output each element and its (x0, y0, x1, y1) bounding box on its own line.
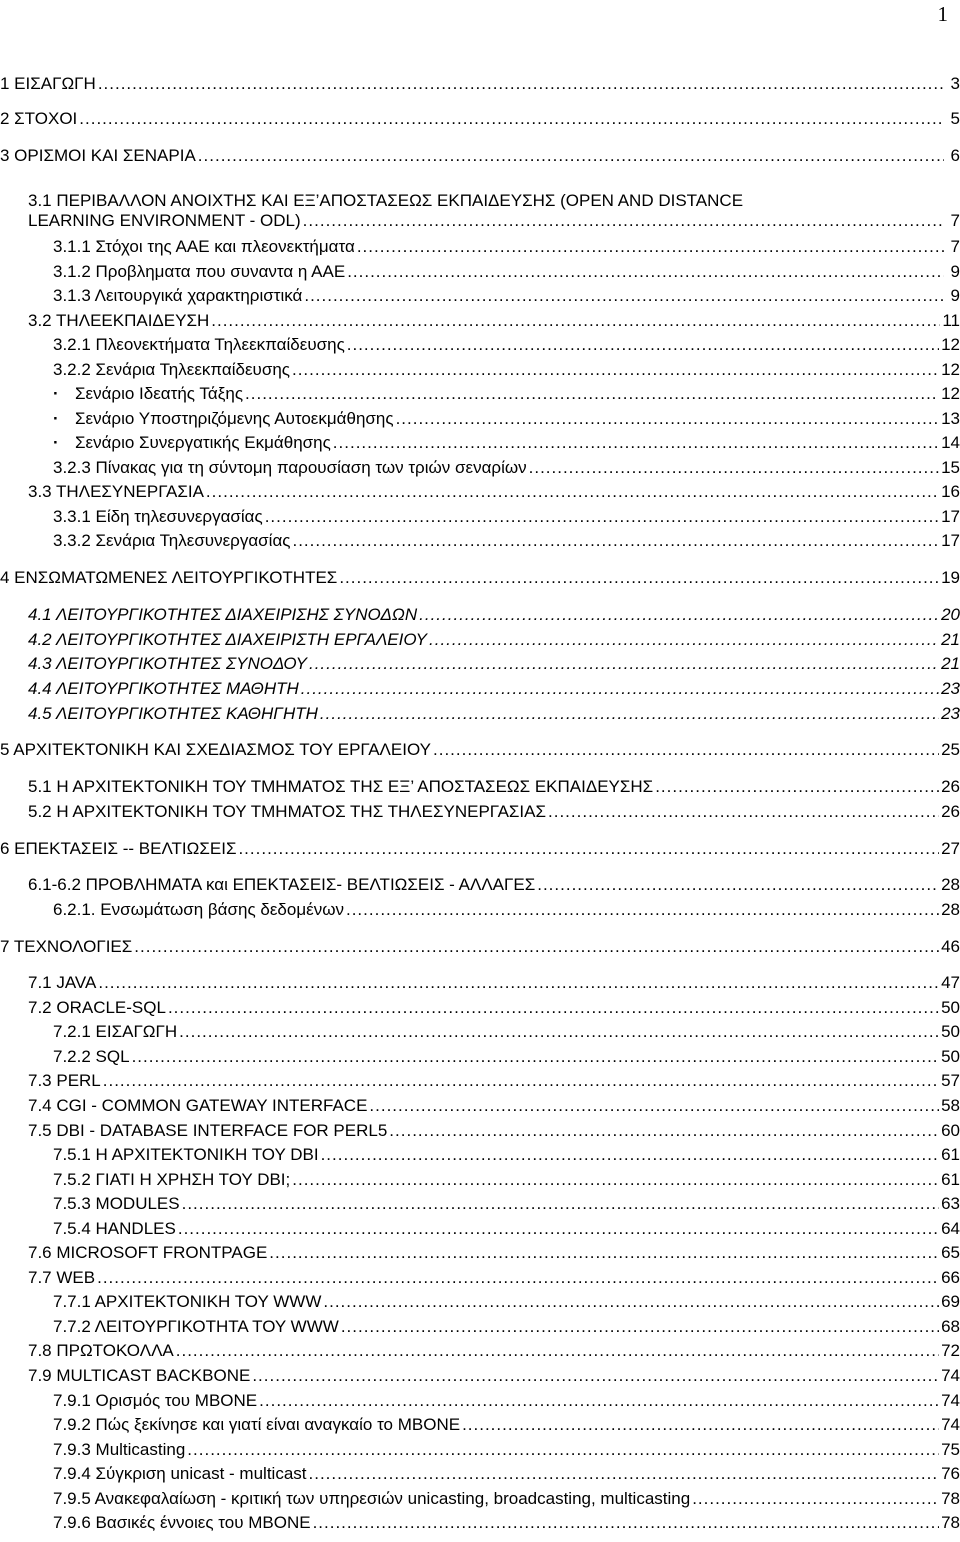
dot-leader (301, 679, 939, 699)
toc-entry-label: 3.3.2 Σενάρια Τηλεσυνεργασίας (53, 531, 291, 550)
dot-leader (429, 630, 939, 650)
dot-leader (692, 1489, 939, 1509)
toc-entry-label: 3.3 ΤΗΛΕΣΥΝΕΡΓΑΣΙΑ (28, 482, 204, 501)
toc-entry-label: 3.3.1 Είδη τηλεσυνεργασίας (53, 507, 263, 526)
toc-entry-label: 3.2.1 Πλεονεκτήματα Τηλεεκπαίδευσης (53, 335, 345, 354)
toc-entry-label: 3.2.2 Σενάρια Τηλεεκπαίδευσης (53, 360, 290, 379)
dot-leader (168, 998, 939, 1018)
toc-entry[interactable] (53, 360, 960, 380)
toc-entry[interactable] (53, 1391, 960, 1411)
toc-entry-page: 72 (941, 1341, 960, 1360)
toc-entry-label: 7.9.3 Multicasting (53, 1440, 186, 1459)
toc-entry-label: 3 ΟΡΙΣΜΟΙ ΚΑΙ ΣΕΝΑΡΙΑ (0, 146, 196, 165)
toc-entry-label: 7.9 MULTICAST BACKBONE (28, 1366, 251, 1385)
toc-entry-label: 3.1.2 Προβληματα που συναντα η ΑΑΕ (53, 262, 346, 281)
toc-entry-page: 61 (941, 1145, 960, 1164)
toc-entry-page: 47 (941, 973, 960, 992)
toc-entry-page: 12 (941, 384, 960, 403)
toc-entry-label: 3.2.3 Πίνακας για τη σύντομη παρουσίαση των τριών σεναρίων (53, 458, 527, 477)
toc-entry[interactable] (0, 568, 960, 588)
toc-entry[interactable] (53, 1047, 960, 1067)
dot-leader (369, 1096, 939, 1116)
toc-entry-page: 9 (950, 286, 960, 305)
toc-entry-page: 26 (941, 777, 960, 796)
dot-leader (389, 1121, 939, 1141)
toc-entry[interactable] (28, 654, 960, 674)
toc-entry-label: 7.5.3 MODULES (53, 1194, 180, 1213)
toc-entry-label: 5 ΑΡΧΙΤΕΚΤΟΝΙΚΗ ΚΑΙ ΣΧΕΔΙΑΣΜΟΣ ΤΟΥ ΕΡΓΑΛΕΙΟΥ (0, 740, 431, 759)
dot-leader (238, 839, 939, 859)
toc-entry-page: 74 (941, 1391, 960, 1410)
toc-entry-label: 5.2 Η ΑΡΧΙΤΕΚΤΟΝΙΚΗ ΤΟΥ ΤΜΗΜΑΤΟΣ ΤΗΣ ΤΗΛΕΣΥΝΕΡΓΑΣΙΑΣ (28, 802, 547, 821)
toc-entry[interactable] (53, 1292, 960, 1312)
toc-entry-label: 7.6 MICROSOFT FRONTPAGE (28, 1243, 268, 1262)
dot-leader (339, 568, 939, 588)
dot-leader (134, 937, 939, 957)
toc-entry-label: 7.9.5 Ανακεφαλαίωση - κριτική των υπηρεσιών unicasting, broadcasting, multicasting (53, 1489, 691, 1508)
toc-entry-page: 57 (941, 1071, 960, 1090)
toc-entry-page: 16 (941, 482, 960, 501)
dot-leader (548, 802, 939, 822)
toc-entry-label: 7.5.1 Η ΑΡΧΙΤΕΚΤΟΝΙΚΗ ΤΟΥ DBI (53, 1145, 319, 1164)
toc-entry-page: 21 (941, 654, 960, 673)
toc-entry-label: 5.1 Η ΑΡΧΙΤΕΚΤΟΝΙΚΗ ΤΟΥ ΤΜΗΜΑΤΟΣ ΤΗΣ ΕΞ’ ΑΠΟΣΤΑΣΕΩΣ ΕΚΠΑΙΔΕΥΣΗΣ (28, 777, 654, 796)
toc-entry[interactable] (28, 704, 960, 724)
toc-entry[interactable] (28, 1366, 960, 1386)
toc-entry[interactable] (53, 237, 960, 257)
toc-entry-page: 7 (950, 211, 960, 230)
toc-entry[interactable] (0, 937, 960, 957)
toc-entry[interactable] (28, 679, 960, 699)
toc-entry[interactable] (53, 409, 960, 429)
dot-leader (309, 654, 939, 674)
toc-entry[interactable] (53, 1317, 960, 1337)
toc-entry[interactable] (53, 433, 960, 453)
toc-entry-label: · Σενάριο Συνεργατικής Εκμάθησης (53, 433, 331, 453)
toc-entry-page: 11 (942, 311, 960, 330)
dot-leader (303, 211, 944, 231)
toc-entry[interactable] (28, 875, 960, 895)
dot-leader (103, 1071, 939, 1091)
dot-leader (98, 74, 944, 94)
toc-entry-page: 27 (941, 839, 960, 858)
dot-leader (309, 1464, 940, 1484)
toc-entry-page: 63 (941, 1194, 960, 1213)
toc-entry[interactable] (28, 1071, 960, 1091)
dot-leader (333, 433, 939, 453)
toc-entry-page: 58 (941, 1096, 960, 1115)
toc-entry[interactable] (53, 1513, 960, 1533)
toc-entry-label: · Σενάριο Υποστηριζόμενης Αυτοεκμάθησης (53, 409, 394, 429)
toc-entry-page: 64 (941, 1219, 960, 1238)
toc-entry-label: 3.1.1 Στόχοι της ΑΑΕ και πλεονεκτήματα (53, 237, 355, 256)
toc-entry-label: 6.2.1. Ενσωμάτωση βάσης δεδομένων (53, 900, 344, 919)
toc-entry[interactable] (28, 973, 960, 993)
toc-entry-label: 7.2.2 SQL (53, 1047, 130, 1066)
toc-entry[interactable] (28, 802, 960, 822)
dot-leader (537, 875, 939, 895)
dot-leader (211, 311, 940, 331)
toc-entry-label: 7.3 PERL (28, 1071, 101, 1090)
toc-entry-label: 4.4 ΛΕΙΤΟΥΡΓΙΚΟΤΗΤΕΣ ΜΑΘΗΤΗ (28, 679, 299, 698)
toc-entry-page: 15 (941, 458, 960, 477)
dot-leader (529, 458, 939, 478)
page-number: 1 (937, 2, 948, 26)
toc-entry[interactable] (53, 1022, 960, 1042)
toc-entry-label: · Σενάριο Ιδεατής Τάξης (53, 384, 243, 404)
toc-entry[interactable] (28, 1341, 960, 1361)
dot-leader (304, 286, 944, 306)
toc-entry[interactable] (53, 384, 960, 404)
toc-entry-page: 60 (941, 1121, 960, 1140)
dot-leader (347, 262, 944, 282)
toc-entry-label: 7.2 ORACLE-SQL (28, 998, 166, 1017)
toc-entry[interactable] (53, 335, 960, 355)
toc-entry-label: 7.9.6 Βασικές έννοιες του MBONE (53, 1513, 311, 1532)
toc-entry-label: 1 ΕΙΣΑΓΩΓΗ (0, 74, 96, 93)
dot-leader (198, 146, 944, 166)
toc-entry[interactable] (28, 630, 960, 650)
toc-entry-label: 3.1 ΠΕΡΙΒΑΛΛΟΝ ΑΝΟΙΧΤΗΣ ΚΑΙ ΕΞ’ΑΠΟΣΤΑΣΕΩΣ ΕΚΠΑΙΔΕΥΣΗΣ (OPEN AND DISTANCE (28, 191, 744, 210)
toc-entry-page: 19 (941, 568, 960, 587)
toc-entry-label: 7.7 WEB (28, 1268, 96, 1287)
dot-leader (323, 1292, 939, 1312)
dot-leader (97, 1268, 939, 1288)
toc-entry-label: 7.8 ΠΡΩΤΟΚΟΛΛΑ (28, 1341, 174, 1360)
toc-entry[interactable] (28, 1121, 960, 1141)
dot-leader (179, 1022, 939, 1042)
dot-leader (357, 237, 944, 257)
dot-leader (655, 777, 939, 797)
toc-entry[interactable] (0, 740, 960, 760)
toc-entry-label: 7.5 DBI - DATABASE INTERFACE FOR PERL5 (28, 1121, 388, 1140)
toc-entry-page: 50 (941, 1047, 960, 1066)
dot-leader (462, 1415, 939, 1435)
dot-leader (206, 482, 939, 502)
toc-entry[interactable] (53, 262, 960, 282)
toc-entry-label: 7.1 JAVA (28, 973, 97, 992)
toc-entry[interactable] (53, 1464, 960, 1484)
toc-entry-page: 78 (941, 1513, 960, 1532)
dot-leader (176, 1341, 939, 1361)
toc-entry-page: 3 (950, 74, 960, 93)
toc-entry-label: 7.9.4 Σύγκριση unicast - multicast (53, 1464, 307, 1483)
dot-leader (341, 1317, 939, 1337)
toc-entry[interactable] (53, 1145, 960, 1165)
toc-entry[interactable] (53, 507, 960, 527)
toc-entry-page: 74 (941, 1366, 960, 1385)
dot-leader (433, 740, 939, 760)
toc-entry[interactable] (53, 1170, 960, 1190)
toc-entry-label: 7.2.1 ΕΙΣΑΓΩΓΗ (53, 1022, 178, 1041)
toc-entry-page: 28 (941, 875, 960, 894)
toc-entry-label: 7.7.2 ΛΕΙΤΟΥΡΓΙΚΟΤΗΤΑ ΤΟΥ WWW (53, 1317, 339, 1336)
toc-entry[interactable] (53, 1219, 960, 1239)
toc-entry-page: 23 (941, 679, 960, 698)
toc-entry-page: 26 (941, 802, 960, 821)
toc-entry-label: 7 ΤΕΧΝΟΛΟΓΙΕΣ (0, 937, 133, 956)
toc-entry-page: 14 (941, 433, 960, 452)
toc-entry-label: 7.9.2 Πώς ξεκίνησε και γιατί είναι αναγκαίο το MBONE (53, 1415, 461, 1434)
dot-leader (320, 704, 939, 724)
toc-entry-page: 20 (941, 605, 960, 624)
toc-entry[interactable] (28, 311, 960, 331)
toc-entry-page: 68 (941, 1317, 960, 1336)
toc-entry-label: 4.5 ΛΕΙΤΟΥΡΓΙΚΟΤΗΤΕΣ ΚΑΘΗΓΗΤΗ (28, 704, 318, 723)
toc-entry-page: 17 (941, 507, 960, 526)
dot-leader (79, 109, 944, 129)
toc-entry[interactable] (28, 482, 960, 502)
dot-leader (269, 1243, 939, 1263)
toc-entry-label: 7.4 CGI - COMMON GATEWAY INTERFACE (28, 1096, 368, 1115)
toc-entry-page: 76 (941, 1464, 960, 1483)
toc-entry-label: 2 ΣΤΟΧΟΙ (0, 109, 78, 128)
toc-entry-label: 7.7.1 ΑΡΧΙΤΕΚΤΟΝΙΚΗ ΤΟΥ WWW (53, 1292, 322, 1311)
toc-entry-page: 69 (941, 1292, 960, 1311)
dot-leader (265, 507, 939, 527)
toc-entry-page: 12 (941, 335, 960, 354)
toc-entry-page: 28 (941, 900, 960, 919)
toc-entry[interactable] (28, 605, 960, 625)
toc-entry-page: 21 (941, 630, 960, 649)
dot-leader (347, 335, 939, 355)
toc-entry-label: 7.9.1 Ορισμός του MBONE (53, 1391, 258, 1410)
dot-leader (178, 1219, 939, 1239)
toc-entry[interactable] (53, 1440, 960, 1460)
toc-entry[interactable] (0, 839, 960, 859)
toc-entry[interactable] (28, 1243, 960, 1263)
toc-entry-page: 9 (950, 262, 960, 281)
toc-entry-page: 5 (950, 109, 960, 128)
toc-entry-page: 23 (941, 704, 960, 723)
dot-leader (98, 973, 939, 993)
toc-entry-page: 75 (941, 1440, 960, 1459)
toc-entry-page: 25 (941, 740, 960, 759)
dot-leader (419, 605, 939, 625)
toc-entry[interactable] (53, 286, 960, 306)
toc-entry-label: 4 ΕΝΣΩΜΑΤΩΜΕΝΕΣ ΛΕΙΤΟΥΡΓΙΚΟΤΗΤΕΣ (0, 568, 338, 587)
toc-entry-label: 3.2 ΤΗΛΕΕΚΠΑΙΔΕΥΣΗ (28, 311, 210, 330)
toc-entry-label: 6.1-6.2 ΠΡΟΒΛΗΜΑΤΑ και ΕΠΕΚΤΑΣΕΙΣ- ΒΕΛΤΙΩΣΕΙΣ - ΑΛΛΑΓΕΣ (28, 875, 536, 894)
dot-leader (245, 384, 939, 404)
toc-entry[interactable] (28, 777, 960, 797)
toc-entry-label: 6 ΕΠΕΚΤΑΣΕΙΣ -- ΒΕΛΤΙΩΣΕΙΣ (0, 839, 237, 858)
dot-leader (182, 1194, 939, 1214)
toc-entry[interactable] (0, 74, 960, 94)
toc-entry[interactable] (53, 531, 960, 551)
toc-entry-page: 7 (950, 237, 960, 256)
toc-entry[interactable] (28, 998, 960, 1018)
toc-entry-page: 65 (941, 1243, 960, 1262)
toc-entry-label: 7.5.4 HANDLES (53, 1219, 176, 1238)
dot-leader (132, 1047, 940, 1067)
dot-leader (396, 409, 940, 429)
toc-entry[interactable] (28, 211, 960, 231)
toc-entry[interactable] (53, 1415, 960, 1435)
toc-entry[interactable] (53, 900, 960, 920)
dot-leader (321, 1145, 940, 1165)
toc-entry[interactable] (53, 1489, 960, 1509)
toc-entry-page: 66 (941, 1268, 960, 1287)
dot-leader (252, 1366, 939, 1386)
toc-entry[interactable] (53, 458, 960, 478)
toc-entry-page: 6 (950, 146, 960, 165)
toc-entry[interactable] (28, 1096, 960, 1116)
toc-entry-page: 61 (941, 1170, 960, 1189)
toc-entry-page: 78 (941, 1489, 960, 1508)
dot-leader (292, 531, 939, 551)
toc-entry-page: 50 (941, 998, 960, 1017)
toc-entry[interactable] (0, 146, 960, 166)
dot-leader (259, 1391, 939, 1411)
toc-entry-page: 50 (941, 1022, 960, 1041)
toc-entry-label: 7.5.2 ΓΙΑΤΙ Η ΧΡΗΣΗ ΤΟΥ DBI; (53, 1170, 291, 1189)
toc-entry[interactable] (0, 109, 960, 129)
dot-leader (187, 1440, 939, 1460)
dot-leader (292, 1170, 939, 1190)
toc-entry-label: 4.1 ΛΕΙΤΟΥΡΓΙΚΟΤΗΤΕΣ ΔΙΑΧΕΙΡΙΣΗΣ ΣΥΝΟΔΩΝ (28, 605, 418, 624)
toc-entry-label: 4.3 ΛΕΙΤΟΥΡΓΙΚΟΤΗΤΕΣ ΣΥΝΟΔΟΥ (28, 654, 307, 673)
dot-leader (346, 900, 939, 920)
toc-entry-page: 13 (941, 409, 960, 428)
toc-entry[interactable] (53, 1194, 960, 1214)
toc-entry-label: 4.2 ΛΕΙΤΟΥΡΓΙΚΟΤΗΤΕΣ ΔΙΑΧΕΙΡΙΣΤΗ ΕΡΓΑΛΕΙΟΥ (28, 630, 427, 649)
toc-entry-page: 17 (941, 531, 960, 550)
toc-entry-page: 46 (941, 937, 960, 956)
toc-entry-page: 74 (941, 1415, 960, 1434)
toc-entry-page: 12 (941, 360, 960, 379)
toc-entry[interactable] (28, 1268, 960, 1288)
dot-leader (313, 1513, 940, 1533)
toc-entry-continuation: LEARNING ENVIRONMENT - ODL) (28, 211, 301, 230)
dot-leader (292, 360, 939, 380)
toc-entry-label: 3.1.3 Λειτουργικά χαρακτηριστικά (53, 286, 303, 305)
